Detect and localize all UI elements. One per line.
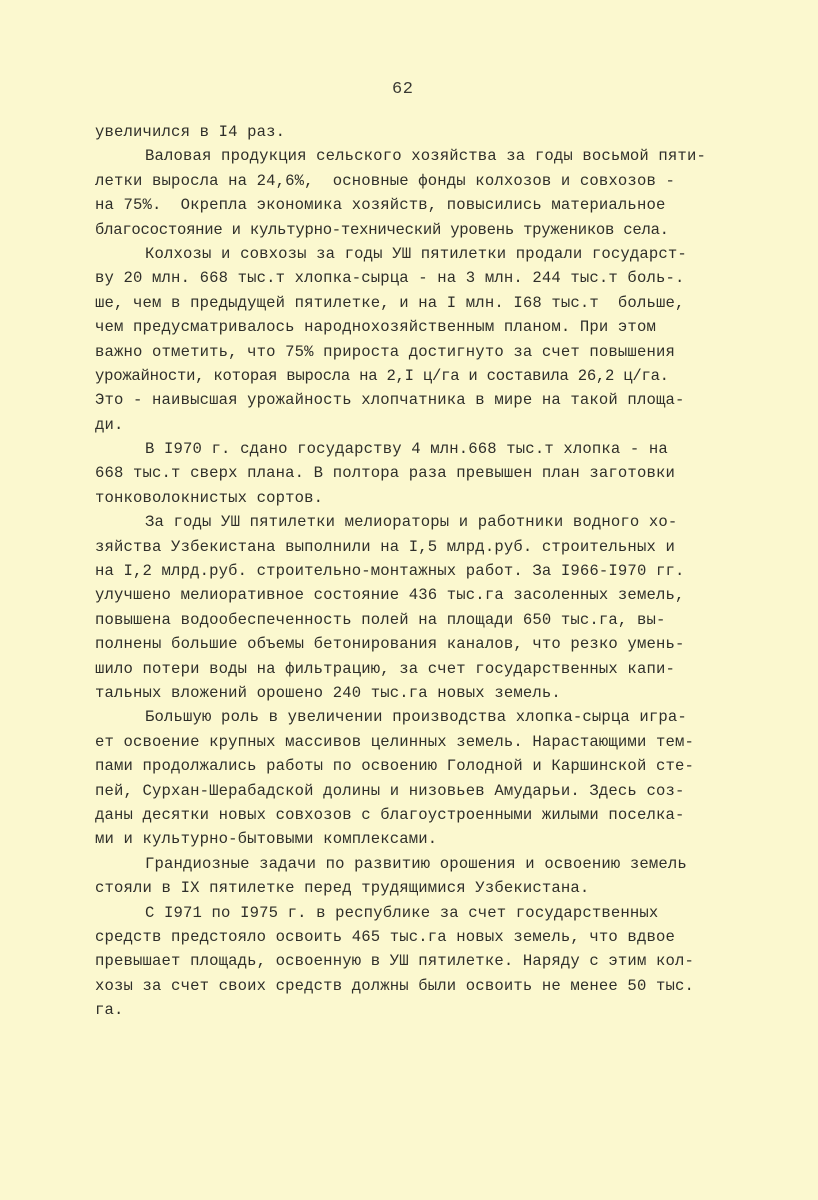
text-line: урожайности, которая выросла на 2,I ц/га и составила 26,2 ц/га. (95, 366, 669, 385)
text-line: С I971 по I975 г. в республике за счет государственных (145, 903, 659, 922)
text-line: ву 20 млн. 668 тыс.т хлопка-сырца - на 3 млн. 244 тыс.т боль-. (95, 269, 685, 288)
text-line: га. (95, 1001, 124, 1020)
text-line: средств предстояло освоить 465 тыс.га новых земель, что вдвое (95, 927, 675, 946)
text-line: чем предусматривалось народнохозяйственным планом. При этом (95, 318, 656, 337)
text-line: летки выросла на 24,6%, основные фонды колхозов и совхозов - (95, 171, 675, 190)
text-line: превышает площадь, освоенную в УШ пятилетке. Наряду с этим кол- (95, 952, 694, 971)
text-line: пами продолжались работы по освоению Голодной и Каршинской сте- (95, 757, 694, 776)
text-line: шило потери воды на фильтрацию, за счет государственных капи- (95, 659, 675, 678)
text-line: улучшено мелиоративное состояние 436 тыс.га засоленных земель, (95, 586, 685, 605)
text-line: Это - наивысшая урожайность хлопчатника в мире на такой площа- (95, 391, 685, 410)
text-line: полнены большие объемы бетонирования каналов, что резко умень- (95, 635, 685, 654)
text-line: За годы УШ пятилетки мелиораторы и работники водного хо- (145, 513, 678, 532)
text-line: тонковолокнистых сортов. (95, 488, 324, 507)
text-line: увеличился в I4 раз. (95, 123, 286, 141)
text-line: повышена водообеспеченность полей на площади 650 тыс.га, вы- (95, 610, 666, 629)
text-line: ми и культурно-бытовыми комплексами. (95, 830, 438, 849)
text-line: тальных вложений орошено 240 тыс.га новых земель. (95, 683, 561, 702)
text-line: Большую роль в увеличении производства хлопка-сырца игра- (145, 708, 687, 727)
text-line: хозы за счет своих средств должны были освоить не менее 50 тыс. (95, 976, 694, 995)
text-line: зяйства Узбекистана выполнили на I,5 млрд.руб. строительных и (95, 537, 675, 556)
text-line: пей, Сурхан-Шерабадской долины и низовьев Амударьи. Здесь соз- (95, 781, 685, 800)
text-line: Грандиозные задачи по развитию орошения и освоению земель (145, 854, 687, 873)
text-line: Колхозы и совхозы за годы УШ пятилетки продали государст- (145, 244, 687, 263)
text-line: на 75%. Окрепла экономика хозяйств, повысились материальное (95, 196, 666, 215)
text-line: 668 тыс.т сверх плана. В полтора раза превышен план заготовки (95, 464, 675, 483)
text-line: ет освоение крупных массивов целинных земель. Нарастающими тем- (95, 732, 694, 751)
text-line: даны десятки новых совхозов с благоустроенными жилыми поселка- (95, 805, 685, 824)
text-line: ди. (95, 415, 124, 434)
text-line: на I,2 млрд.руб. строительно-монтажных работ. За I966-I970 гг. (95, 562, 685, 581)
text-line: В I970 г. сдано государству 4 млн.668 тыс.т хлопка - на (145, 440, 668, 459)
page-number: 62 (392, 80, 414, 99)
text-line: важно отметить, что 75% прироста достигнуто за счет повышения (95, 342, 675, 361)
body-text (95, 120, 800, 1022)
text-line: стояли в IX пятилетке перед трудящимися Узбекистана. (95, 879, 590, 898)
text-line: благосостояние и культурно-технический уровень тружеников села. (95, 220, 669, 239)
text-line: Валовая продукция сельского хозяйства за годы восьмой пяти- (145, 147, 706, 166)
text-line: ше, чем в предыдущей пятилетке, и на I млн. I68 тыс.т больше, (95, 293, 685, 312)
